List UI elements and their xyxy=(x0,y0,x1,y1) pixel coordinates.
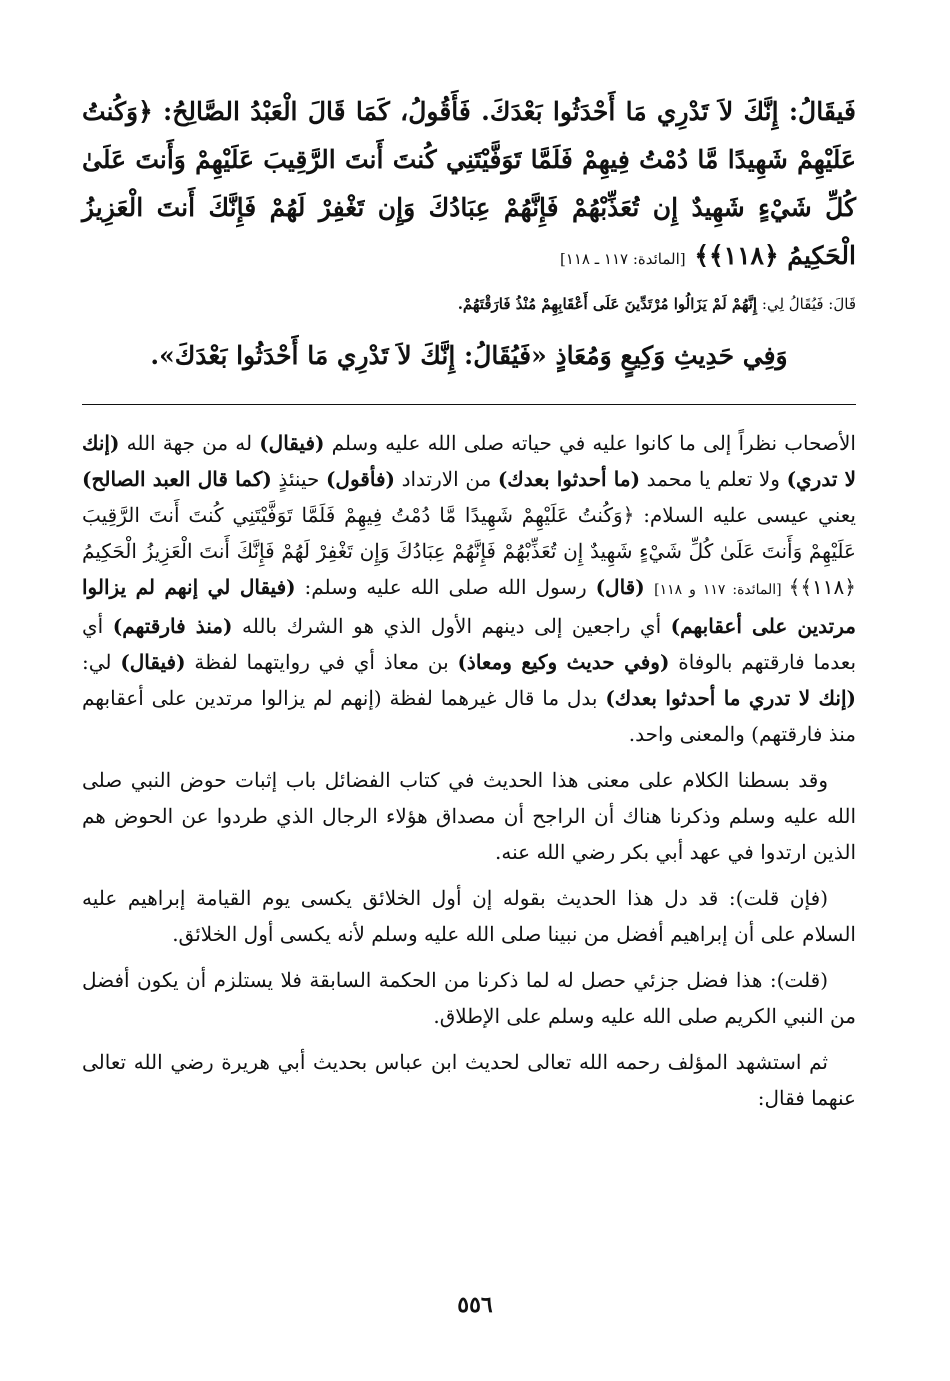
narration-text: إِنَّهُمْ لَمْ يَزَالُوا مُرْتَدِّينَ عَلَى أَعْقَابِهِمْ مُنْذُ فَارَقْتَهُمْ. xyxy=(457,295,758,313)
quran-verse: ﴿وَكُنتُ عَلَيْهِمْ شَهِيدًا مَّا دُمْتُ فِيهِمْ فَلَمَّا تَوَفَّيْتَنِي كُنتَ أَنتَ الرَّقِيبَ عَلَيْهِمْ وَأَنتَ عَلَىٰ كُلِّ شَيْءٍ شَهِيدٌ إِن تُعَذِّبْهُمْ فَإِنَّهُمْ عِبَادُكَ وَإِن تَغْفِرْ لَهُمْ فَإِنَّكَ أَنتَ الْعَزِيزُ الْحَكِيمُ ﴿١١٨﴾﴾ xyxy=(82,97,856,270)
text-run: بدل ما قال غيرهما لفظة (إنهم لم يزالوا مرتدين على أعقابهم منذ فارقتهم) والمعنى واحد. xyxy=(82,686,856,746)
bold-run: (قال) xyxy=(595,575,655,599)
bold-run: (وفي حديث وكيع ومعاذ) xyxy=(457,650,670,674)
text-run: قد دل هذا الحديث بقوله إن أول الخلائق يكسى يوم القيامة إبراهيم عليه السلام على أن إبراهيم أفضل من نبينا صلى الله عليه وسلم لأنه يكسى أول الخلائق. xyxy=(82,886,856,946)
text-run: ولا تعلم يا محمد xyxy=(640,467,787,491)
text-run: يعني عيسى عليه السلام: xyxy=(634,503,856,527)
text-run: الأصحاب نظراً إلى ما كانوا عليه في حياته صلى الله عليه وسلم xyxy=(324,431,856,455)
section-divider xyxy=(82,404,856,405)
narration-intro: قَالَ: فَيُقَالُ لِي: xyxy=(761,295,856,313)
text-run: بن معاذ أي في روايتهما لفظة xyxy=(185,650,458,674)
text-run: رسول الله صلى الله عليه وسلم: xyxy=(295,575,596,599)
text-run: لي: xyxy=(82,650,121,674)
text-run: له من جهة الله xyxy=(119,431,260,455)
text-run: حينئذٍ xyxy=(271,467,326,491)
quran-verse: ﴿وَكُنتُ عَلَيْهِمْ شَهِيدًا مَّا دُمْتُ فِيهِمْ فَلَمَّا تَوَفَّيْتَنِي كُنتَ أَنتَ الرَّقِيبَ عَلَيْهِمْ وَأَنتَ عَلَىٰ كُلِّ شَيْءٍ شَهِيدٌ إِن تُعَذِّبْهُمْ فَإِنَّهُمْ عِبَادُكَ وَإِن تَغْفِرْ لَهُمْ فَإِنَّكَ أَنتَ الْعَزِيزُ الْحَكِيمُ ﴿١١٨﴾﴾ xyxy=(82,503,856,599)
bold-run: (ما أحدثوا بعدك) xyxy=(497,467,641,491)
bold-run: (منذ فارقتهم) xyxy=(112,614,233,638)
commentary-paragraph-3 xyxy=(82,880,856,952)
bold-run: (فأقول) xyxy=(325,467,395,491)
hadith-text-block xyxy=(82,88,856,381)
verse-reference: [المائدة: ١١٧ و ١١٨] xyxy=(654,582,789,598)
hadith-main-text xyxy=(82,88,856,283)
commentary-paragraph-1 xyxy=(82,425,856,752)
commentary-paragraph-2: وقد بسطنا الكلام على معنى هذا الحديث في كتاب الفضائل باب إثبات حوض النبي صلى الله عليه وسلم وذكرنا هناك أن الراجح أن مصداق هؤلاء الرجال الذي طردوا عن الحوض هم الذين ارتدوا في عهد أبي بكر رضي الله عنه. xyxy=(82,768,856,864)
verse-reference: [المائدة: ١١٧ ـ ١١٨] xyxy=(559,250,686,268)
hadith-line: فَيقَالُ: إِنَّكَ لاَ تَدْرِي مَا أَحْدَثُوا بَعْدَكَ. فَأَقُولُ، كَمَا قَالَ الْعَبْدُ الصَّالِحُ: xyxy=(163,97,856,126)
narration-variant xyxy=(82,289,856,319)
variant-line: وَفِي حَدِيثِ وَكِيعٍ وَمُعَاذٍ «فَيُقَالُ: إِنَّكَ لاَ تَدْرِي مَا أَحْدَثُوا بَعْدَكَ». xyxy=(150,341,788,370)
text-run: هذا فضل جزئي حصل له لما ذكرنا من الحكمة السابقة فلا يستلزم أن يكون أفضل من النبي الكريم صلى الله عليه وسلم على الإطلاق. xyxy=(82,968,856,1028)
commentary-paragraph-5: ثم استشهد المؤلف رحمه الله تعالى لحديث ابن عباس بحديث أبي هريرة رضي الله تعالى عنهما فقال: xyxy=(82,1050,856,1110)
text-run: أي راجعين إلى دينهم الأول الذي هو الشرك بالله xyxy=(232,614,671,638)
bold-run: (إنك لا تدري) xyxy=(82,431,857,491)
commentary-paragraph-4 xyxy=(82,962,856,1034)
text-run: أي بعدما فارقتهم بالوفاة xyxy=(82,614,857,674)
bold-run: (إنك لا تدري ما أحدثوا بعدك) xyxy=(605,686,857,710)
question-label: (فإن قلت): xyxy=(728,886,828,910)
commentary-block xyxy=(82,425,856,1126)
answer-label: (قلت): xyxy=(769,968,828,992)
text-run: من الارتداد xyxy=(394,467,498,491)
bold-run: (فيقال لي إنهم لم يزالوا مرتدين على أعقابهم) xyxy=(82,575,856,638)
bold-run: (كما قال العبد الصالح) xyxy=(82,467,272,491)
bold-run: (فيقال) xyxy=(120,650,186,674)
bold-run: (فيقال) xyxy=(259,431,325,455)
page-number: ٥٥٦ xyxy=(457,1292,493,1318)
